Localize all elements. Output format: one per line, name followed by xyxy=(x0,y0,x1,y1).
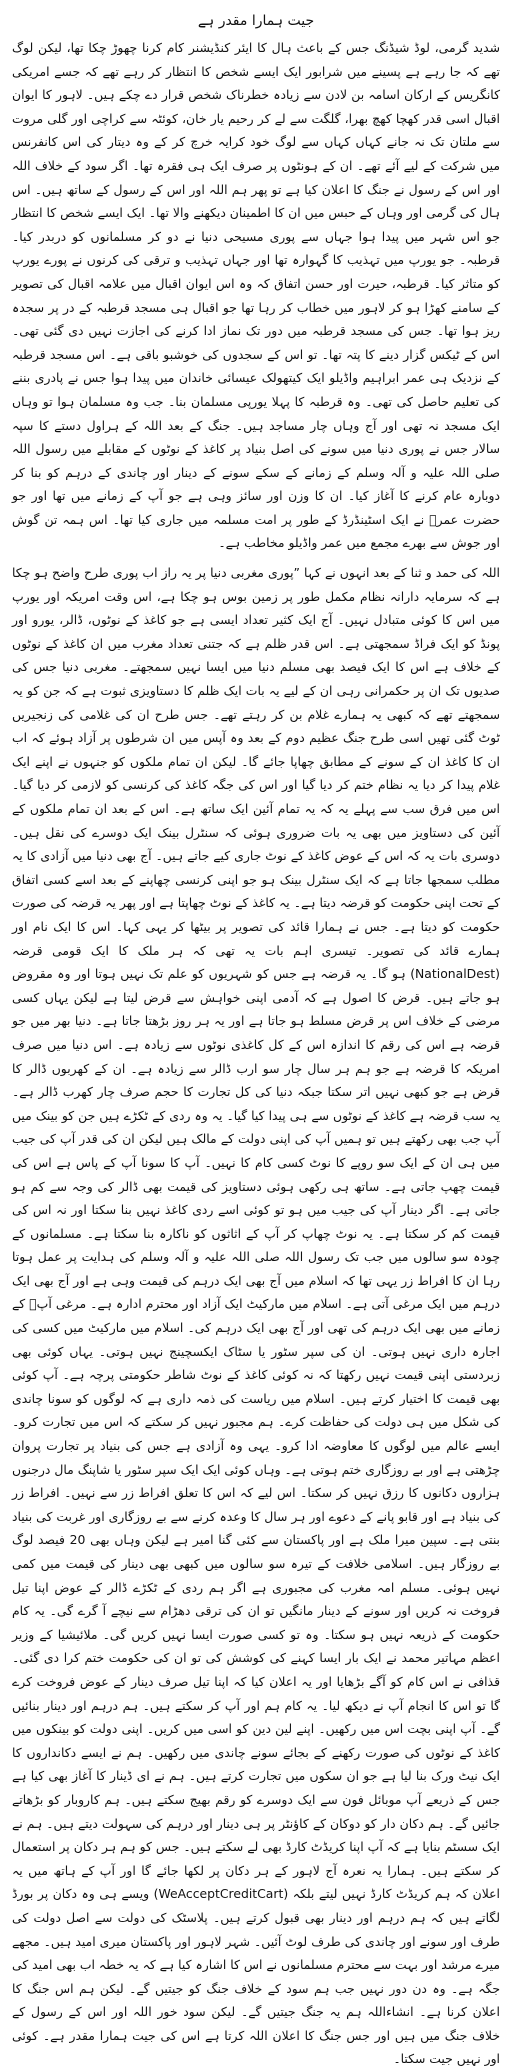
article-paragraph-2: اللہ کی حمد و ثنا کے بعد انہوں نے کہا ”پوری مغربی دنیا پر یہ راز اب پوری طرح واضح ہو چکا ہے کہ سرمایہ دارانہ نظام مکمل طور پر زمین بوس ہو چکا ہے، اس وقت امریکہ اور یورپ میں اس کا کوئی متبادل نہیں۔ آج ایک کثیر تعداد ایسی ہے جو کاغذ کے نوٹوں، ڈالر، یورو اور پونڈ کو ایک فراڈ سمجھتی ہے۔ اس قدر ظلم ہے کہ جتنی تعداد مغرب میں ان کاغذ کے نوٹوں کے خلاف ہے اس کا ایک فیصد بھی مسلم دنیا میں ایسا نہیں سمجھتے۔ مغربی دنیا جس کی صدیوں تک ان پر حکمرانی رہی ان کے لیے یہ بات ایک ظلم کا دستاویزی ثبوت ہے کہ جن کو یہ سمجھتے تھے کہ کبھی یہ ہمارے غلام بن کر رہتے تھے۔ جس طرح ان کی غلامی کی زنجیریں ٹوٹ گئی تھیں اسی طرح جنگ عظیم دوم کے بعد وہ آپس میں ان شرطوں پر آزاد ہوئے کہ اب ان کا کاغذ ان کے سونے کے مطابق چھاپا جائے گا۔ لیکن ان تمام ملکوں کو جنہوں نے اپنے ایک غلام پیدا کر دیا یہ نظام ختم کر دیا گیا اور اس کی جگہ کاغذ کی کرنسی کو لازمی کر دیا گیا۔ اس میں فرق سب سے پہلے یہ کہ یہ تمام آئین ایک ساتھ ہے۔ اس کے بعد ان تمام ملکوں کے آئین کی دستاویز میں بھی یہ بات ضروری ہوئی کہ سنٹرل بینک ایک دوسرے کی نقل ہیں۔ دوسری بات یہ کہ اس کے عوض کاغذ کے نوٹ جاری کیے جاتے ہیں۔ آج بھی دنیا میں آزادی کا یہ مطلب سمجھا جاتا ہے کہ ایک سنٹرل بینک ہو جو اپنی کرنسی چھاپنے کے بعد اسے کسی اتفاق کے تحت اپنی حکومت کو قرضہ دیتا ہے۔ یہ کاغذ کے نوٹ چھاپتا ہے اور پھر یہ قرضہ کی صورت حکومت کو دیتا ہے۔ جس نے ہمارا قائد کی تصویر پر بیٹھا کر یہی کہا۔ اس کا ایک نام اور ہمارے قائد کی تصویر۔ تیسری اہم بات یہ تھی کہ ہر ملک کا ایک قومی قرضہ (NationalDest) ہو گا۔ یہ قرضہ ہے جس کو شہریوں کو علم تک نہیں ہوتا اور وہ مقروض ہو جاتے ہیں۔ قرض کا اصول ہے کہ آدمی اپنی خواہش سے قرض لیتا ہے لیکن یہاں کسی مرضی کے خلاف اس پر قرض مسلط ہو جاتا ہے اور یہ ہر روز بڑھتا جاتا ہے۔ دنیا بھر میں جو قرضہ ہے اس کی رقم کا اندازہ اس کے کل کاغذی نوٹوں سے زیادہ ہے۔ اس دنیا میں صرف امریکہ کا قرضہ ہے جو ہم ہر سال چار سو ارب ڈالر سے زیادہ ہے۔ ان کے کھربوں ڈالر کا قرض ہے جو کبھی نہیں اتر سکتا جبکہ دنیا کی کل تجارت کا حجم صرف چار کھرب ڈالر ہے۔ یہ سب قرضہ ہے کاغذ کے نوٹوں سے ہی پیدا کیا گیا۔ یہ وہ ردی کے ٹکڑے ہیں جن کو بینک میں آپ جب بھی رکھتے ہیں تو ہمیں آپ کی اپنی دولت کے مالک ہیں لیکن ان کی قدر آپ کی جیب میں ہی ان کے ایک سو روپے کا نوٹ کسی کام کا نہیں۔ آپ کا سونا آپ کے پاس ہے اس کی قیمت چھپ جاتی ہے۔ ساتھ ہی رکھی ہوئی دستاویز کی قیمت بھی ڈالر کی وجہ سے کم ہو جاتی ہے۔ اگر دینار آپ کی جیب میں ہو تو کوئی اسے ردی کاغذ نہیں بنا سکتا اور نہ اس کی قیمت کم کر سکتا ہے۔ یہ نوٹ چھاپ کر آپ کے اثاثوں کو ناکارہ بنا سکتا ہے۔ مسلمانوں کے چودہ سو سالوں میں جب تک رسول اللہ صلی اللہ علیہ و آلہ وسلم کی ہدایت پر عمل ہوتا رہا ان کا افراط زر یہی تھا کہ اسلام میں آج بھی ایک درہم کی قیمت وہی ہے اور آج بھی ایک درہم میں ایک مرغی آتی ہے۔ اسلام میں مارکیٹ ایک آزاد اور محترم ادارہ ہے۔ مرغی آپؐ کے زمانے میں بھی ایک درہم کی تھی اور آج بھی ایک درہم کی۔ اسلام میں مارکیٹ میں کسی کی اجارہ داری نہیں ہوتی۔ ان کی سپر سٹور یا سٹاک ایکسچینج نہیں ہوتی۔ یہاں کوئی بھی زبردستی اپنی قیمت نہیں رکھتا کہ نہ کوئی کاغذ کے نوٹ شاطر حکومتی پرچہ ہے۔ آپ کوئی بھی قیمت کا اختیار کرتے ہیں۔ اسلام میں ریاست کی ذمہ داری ہے کہ لوگوں کو سونا چاندی کی شکل میں ہی دولت کی حفاظت کرے۔ ہم مجبور نہیں کر سکتے کہ اس میں تجارت کرو۔ ایسے عالم میں لوگوں کا معاوضہ ادا کرو۔ یہی وہ آزادی ہے جس کی بنیاد پر تجارت پروان چڑھتی ہے اور بے روزگاری ختم ہوتی ہے۔ وہاں کوئی ایک ایک سپر سٹور یا شاپنگ مال درجنوں ہزاروں دکانوں کا رزق نہیں کر سکتا۔ اس لیے کہ اس کا تعلق افراط زر سے نہیں۔ افراط زر کی بنیاد ہے اور قابو پانے کے دعوے اور ہر سال کا وعدہ کرنے سے بے روزگاری اور غربت کی بنیاد بنتی ہے۔ سپین میرا ملک ہے اور پاکستان سے کئی گنا امیر ہے لیکن وہاں بھی 20 فیصد لوگ بے روزگار ہیں۔ اسلامی خلافت کے تیرہ سو سالوں میں کبھی بھی دینار کی قیمت میں کمی نہیں ہوئی۔ مسلم امہ مغرب کی مجبوری ہے اگر ہم ردی کے ٹکڑے ڈالر کے عوض اپنا تیل فروخت نہ کریں اور سونے کے دینار مانگیں تو ان کی ترقی دھڑام سے نیچے آ گرے گی۔ یہ کام حکومت کے ذریعہ نہیں ہو سکتا۔ وہ تو کسی صورت ایسا نہیں کریں گی۔ ملائیشیا کے وزیر اعظم مہاتیر محمد نے ایک بار ایسا کہنے کی کوشش کی تو ان کی حکومت ختم کرا دی گئی۔ قذافی نے اس کام کو آگے بڑھایا اور یہ اعلان کیا کہ اپنا تیل صرف دینار کے عوض فروخت کرے گا تو اس کا انجام آپ نے دیکھ لیا۔ یہ کام ہم اور آپ کر سکتے ہیں۔ ہم درہم اور دینار بنائیں گے۔ آپ اپنی بچت اس میں رکھیں۔ اپنے لین دین کو اسی میں کریں۔ اپنی دولت کو بینکوں میں کاغذ کے نوٹوں کی صورت رکھنے کے بجائے سونے چاندی میں رکھیں۔ ہم نے ایسے دکانداروں کا ایک نیٹ ورک بنا لیا ہے جو ان سکوں میں تجارت کرتے ہیں۔ ہم نے ای ڈینار کا آغاز بھی کیا ہے جس کے ذریعے آپ موبائل فون سے ایک دوسرے کو رقم بھیج سکتے ہیں۔ ہم کاروبار کو بڑھاتے جائیں گے۔ ہم دکان دار کو دوکان کے کاؤنٹر پر ہی دینار اور درہم کی سہولت دیتے ہیں۔ ہم نے ایک سسٹم بنایا ہے کہ آپ اپنا کریڈٹ کارڈ بھی لے سکتے ہیں۔ جس کو ہم ہر دکان پر استعمال کر سکتے ہیں۔ ہمارا یہ نعرہ آج لاہور کے ہر دکان پر لکھا جائے گا اور آپ کے ہاتھ میں یہ اعلان کہ ہم کریڈٹ کارڈ نہیں لیتے بلکہ (WeAcceptCreditCart) ویسے ہی وہ دکان پر بورڈ لگاتے ہیں کہ ہم درہم اور دینار بھی قبول کرتے ہیں۔ پلاسٹک کی دولت سے اصل دولت کی طرف اور سونے اور چاندی کی طرف لوٹ آئیں۔ شہر لاہور اور پاکستان میری امید ہیں۔ مجھے میرے مرشد اور بہت سے محترم مسلمانوں نے اس کا اشارہ کیا ہے کہ یہ خطہ اب بھی امید کی جگہ ہے۔ وہ دن دور نہیں جب ہم سود کے خلاف جنگ کو جیتیں گے۔ لیکن ہم اس جنگ کا اعلان کرنا ہے۔ انشاءاللہ ہم یہ جنگ جیتیں گے۔ لیکن سود خور اللہ اور اس کے رسول کے خلاف جنگ میں ہیں اور جس جنگ کا اعلان اللہ کرتا ہے اس کی جیت ہمارا مقدر ہے۔ کوئی اور نہیں جیت سکتا۔ xyxy=(12,565,501,2067)
article-paragraph-1: شدید گرمی، لوڈ شیڈنگ جس کے باعث ہال کا ایئر کنڈیشنر کام کرنا چھوڑ چکا تھا، لیکن لوگ تھے کہ جا رہے ہے پسینے میں شرابور ایک ایسے شخص کا انتظار کر رہے تھے کہ جسے امریکی کانگریس کے ارکان اسامہ بن لادن سے زیادہ خطرناک شخص قرار دے چکے ہیں۔ لاہور کا ایوان اقبال اسی قدر کھچا کھچ بھرا، گلگت سے لے کر رحیم یار خان، کوئٹہ سے کراچی اور گلی مروت سے ملتان تک نہ جانے کہاں کہاں سے لوگ خود کرایہ خرچ کر کے وہ دیتار کی اس کانفرنس میں شرکت کے لیے آئے تھے۔ ان کے ہونٹوں پر صرف ایک ہی فقرہ تھا۔ اگر سود کے خلاف اللہ اور اس کے رسول نے جنگ کا اعلان کیا ہے تو پھر ہم اللہ اور اس کے رسول کے ساتھ ہیں۔ اس ہال کی گرمی اور وہاں کے حبس میں ان کا اطمینان دیکھنے والا تھا۔ ایک ایسے شخص کا انتظار جو اس شہر میں پیدا ہوا جہاں سے پوری مسیحی دنیا نے دو کر مسلمانوں کو دربدر کیا۔ قرطبہ۔ جو یورپ میں تہذیب کا گہوارہ تھا اور جہاں تہذیب و ترقی کی کرنوں نے پورے یورپ کو متاثر کیا۔ قرطبہ، حیرت اور حسن اتفاق کہ وہ اس ایوان اقبال میں علامہ اقبال کی تصویر کے سامنے کھڑا ہو کر لاہور میں خطاب کر رہا تھا جو اقبال ہی مسجد قرطبہ کے در پر سجدہ ریز ہوا تھا۔ جس کی مسجد قرطبہ میں دور تک نماز ادا کرنے کی اجازت نہیں دی گئی تھی۔ اس کے ٹیکس گزار دینے کا پتہ تھا۔ تو اس کے سجدوں کی خوشبو باقی ہے۔ اس مسجد قرطبہ کے نزدیک ہی عمر ابراہیم واڈیلو ایک کیتھولک عیسائی خاندان میں پیدا ہوا جس نے پادری بننے کی تعلیم حاصل کی تھی۔ وہ قرطبہ کا پہلا یورپی مسلمان بنا۔ جب وہ مسلمان ہوا تو وہاں ایک مسجد نہ تھی اور آج وہاں چار مساجد ہیں۔ جنگ کے بعد اللہ کے ہراول دستے کا سپہ سالار جس نے پوری دنیا میں سونے کی اصل بنیاد پر کاغذ کے نوٹوں کے مقابلے میں رسول اللہ صلی اللہ علیہ و آلہ وسلم کے زمانے کے سکے سونے کے دینار اور چاندی کے درہم کو بنا کر دوبارہ عام کرنے کا آغاز کیا۔ ان کا وزن اور سائز وہی ہے جو آپ کے زمانے میں تھا اور جو حضرت عمرؓ نے ایک اسٹینڈرڈ کے طور پر امت مسلمہ میں جاری کیا تھا۔ اس ہمہ تن گوش اور جوش سے بھرے مجمع میں عمر واڈیلو مخاطب ہے۔ xyxy=(12,40,500,551)
article-title: جیت ہمارا مقدر ہے xyxy=(197,13,315,29)
